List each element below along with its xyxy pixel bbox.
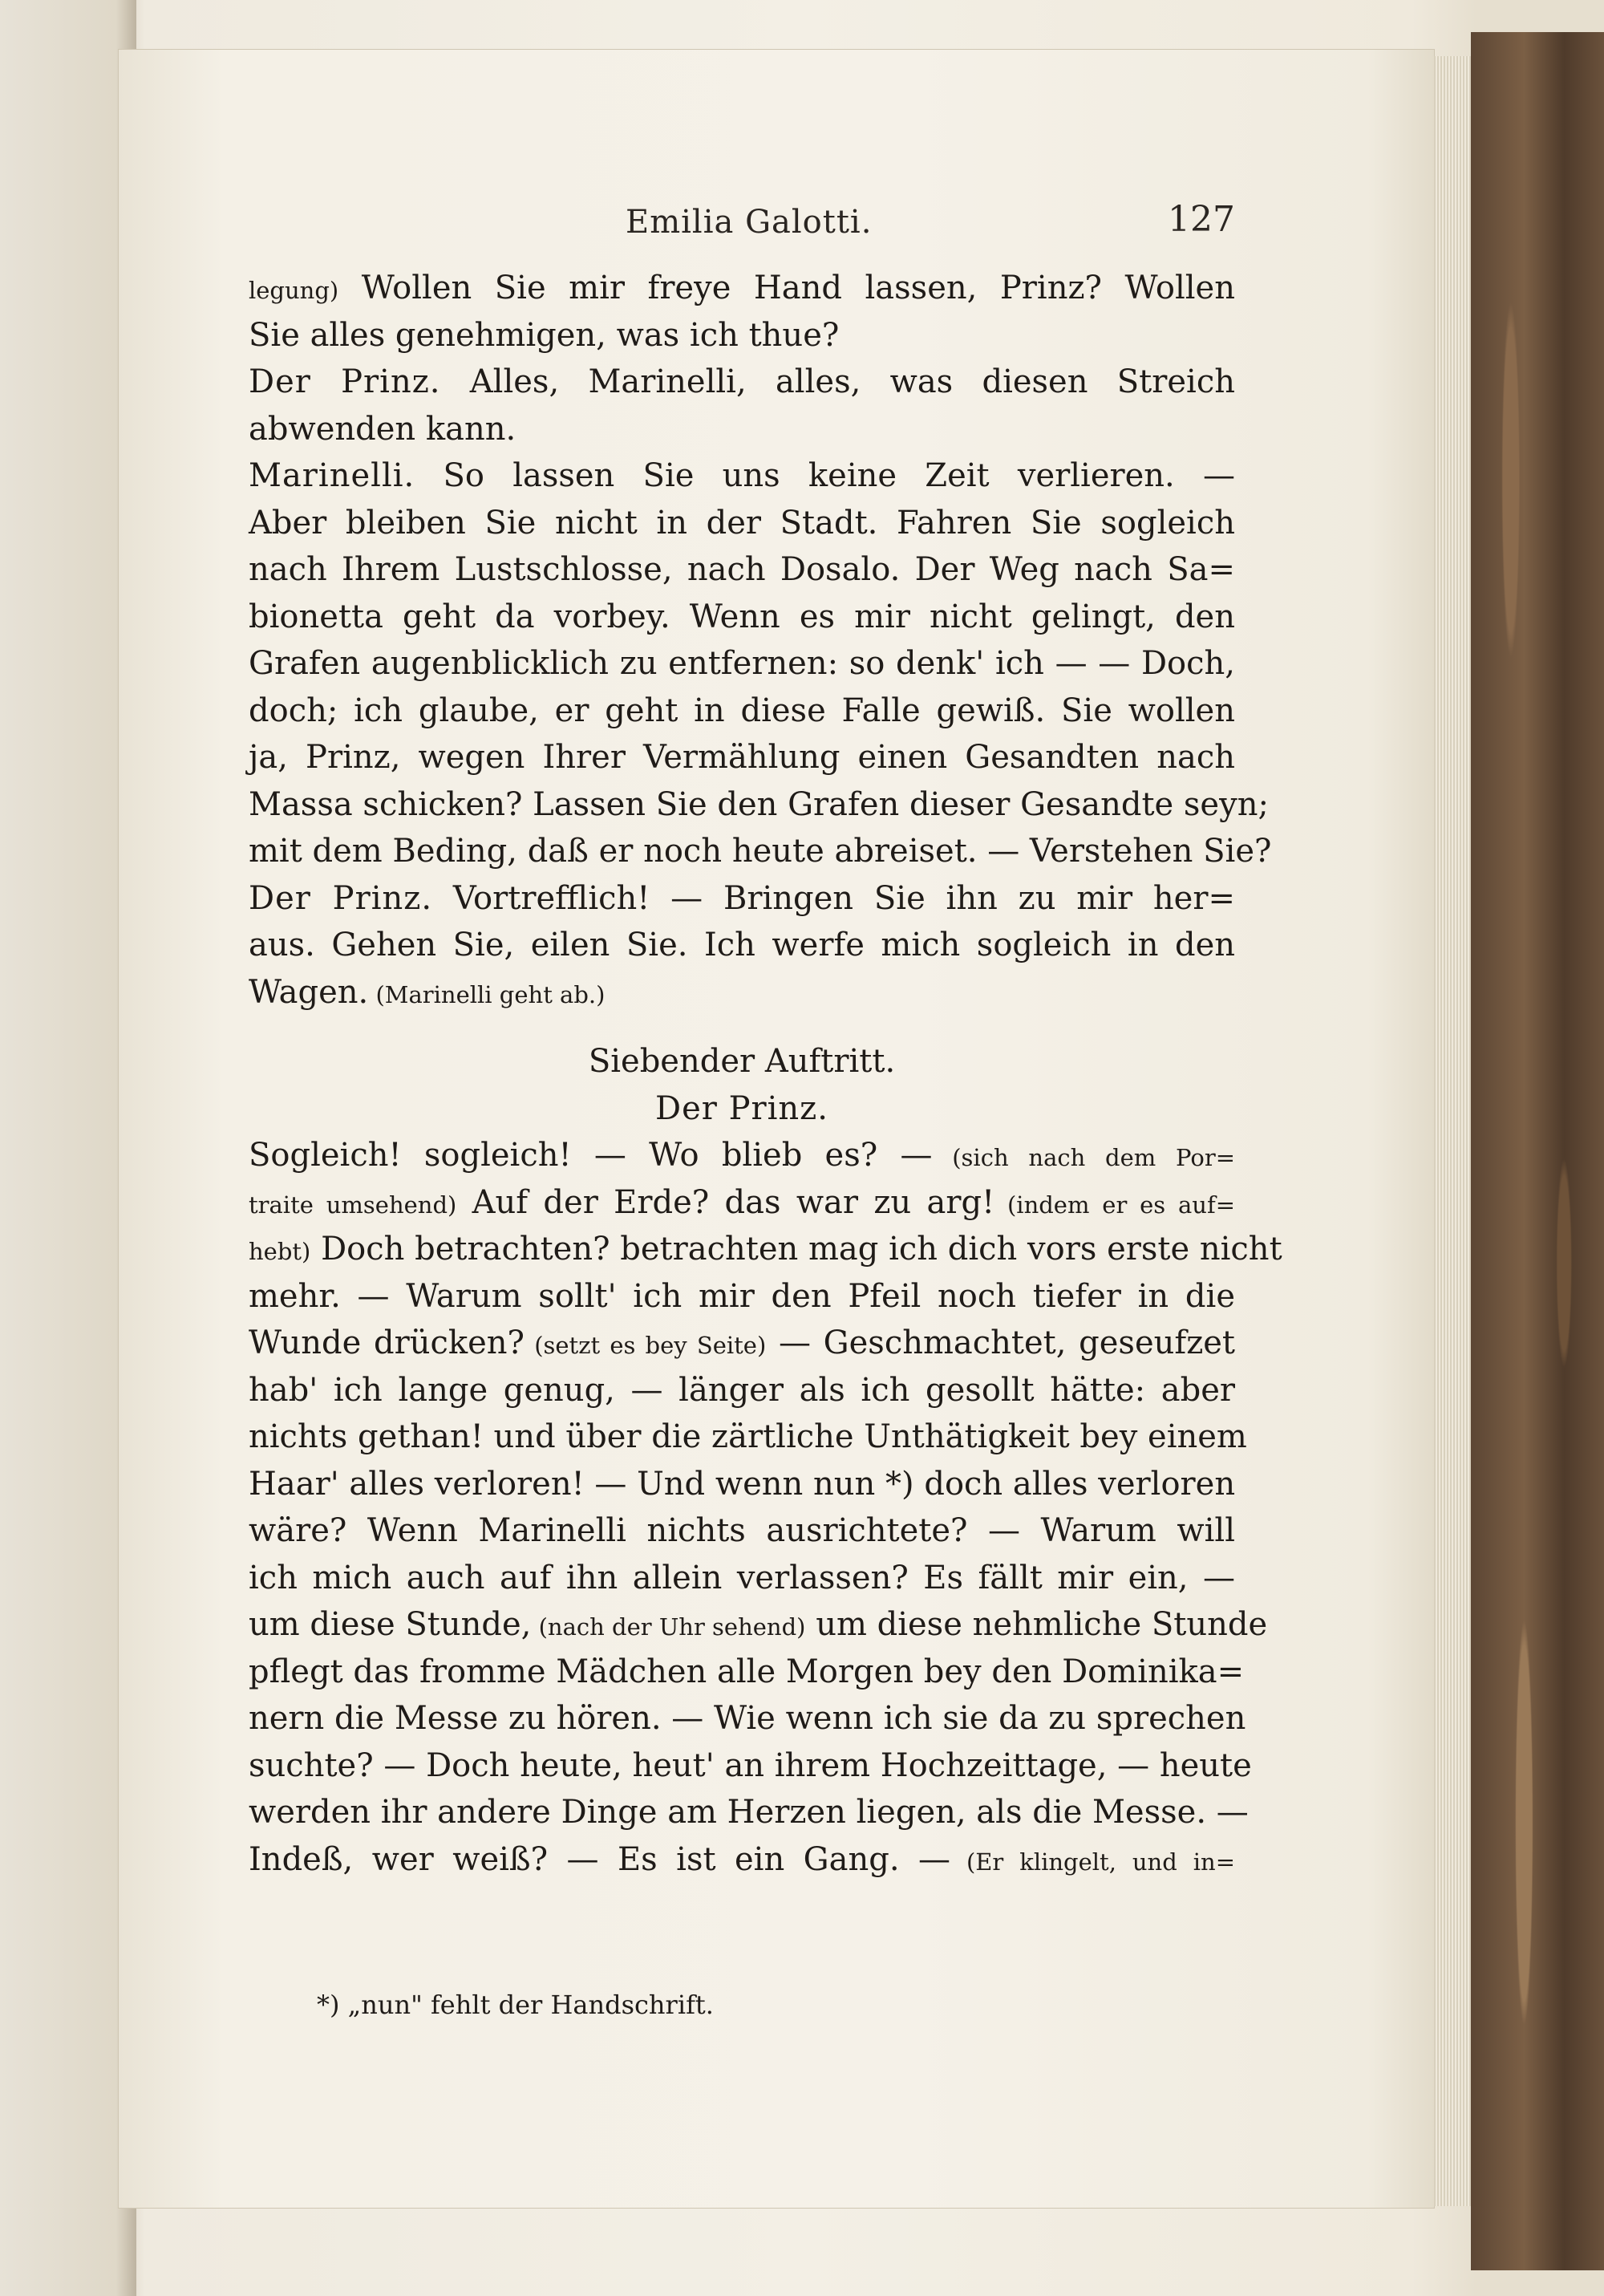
line-text: Sie alles genehmigen, was ich thue? [249, 316, 840, 354]
text-line [249, 640, 1235, 688]
text-line [249, 1742, 1252, 1790]
line-text: Vortrefflich! — Bringen Sie ihn zu mir her= [432, 879, 1235, 917]
line-text: suchte? — Doch heute, heut' an ihrem Hochzeittage, — heute [249, 1746, 1252, 1784]
line-text: Aber bleiben Sie nicht in der Stadt. Fahren Sie sogleich [249, 504, 1235, 542]
page-number: 127 [1168, 199, 1235, 240]
text-line [249, 1179, 1235, 1227]
stage-direction: (nach der Uhr sehend) [531, 1613, 806, 1641]
stage-direction: (Er klingelt, und in= [950, 1848, 1235, 1876]
line-text: doch; ich glaube, er geht in diese Falle gewiß. Sie wollen [249, 692, 1235, 729]
text-line [249, 265, 1235, 312]
running-header [249, 201, 1235, 249]
text-line [249, 406, 1235, 453]
line-text: nach Ihrem Lustschlosse, nach Dosalo. Der Weg nach Sa= [249, 551, 1235, 588]
line-text: — Geschmachtet, geseufzet [766, 1324, 1236, 1361]
line-text: um diese nehmliche Stunde [805, 1606, 1268, 1643]
line-text: So lassen Sie uns keine Zeit verlieren. — [415, 457, 1235, 494]
line-text: ja, Prinz, wegen Ihrer Vermählung einen Gesandten nach [249, 739, 1235, 776]
page-edges [1434, 56, 1471, 2206]
line-text: bionetta geht da vorbey. Wenn es mir nicht gelingt, den [249, 598, 1235, 635]
running-title: Emilia Galotti. [626, 204, 873, 241]
text-line [249, 500, 1235, 547]
text-line [249, 1132, 1235, 1179]
line-text: Indeß, wer weiß? — Es ist ein Gang. — [249, 1840, 950, 1878]
footnote: *) „nun" fehlt der Handschrift. [317, 1990, 714, 2020]
line-text: Massa schicken? Lassen Sie den Grafen dieser Gesandte seyn; [249, 785, 1269, 823]
text-line [249, 828, 1272, 875]
text-line [249, 1789, 1249, 1836]
line-text: Wollen Sie mir freye Hand lassen, Prinz? Wollen [338, 270, 1235, 306]
scene-speaker: Der Prinz. [655, 1089, 828, 1127]
line-text: Auf der Erde? das war zu arg! [456, 1183, 995, 1221]
line-text: werden ihr andere Dinge am Herzen liegen, als die Messe. — [249, 1794, 1249, 1831]
speaker-name: Marinelli. [249, 457, 415, 494]
speaker-name: Der Prinz. [249, 363, 441, 400]
scene-heading: Siebender Auftritt. [588, 1043, 896, 1080]
text-line [249, 1461, 1235, 1508]
line-text: nichts gethan! und über die zärtliche Unthätigkeit bey einem [249, 1418, 1247, 1455]
stage-direction: (indem er es auf= [994, 1191, 1236, 1219]
text-line [249, 546, 1235, 594]
line-text: pflegt das fromme Mädchen alle Morgen bey den Dominika= [249, 1653, 1245, 1690]
text-line [249, 1226, 1282, 1273]
line-text: ich mich auch auf ihn allein verlassen? Es fällt mir ein, — [249, 1559, 1235, 1596]
stage-direction: (setzt es bey Seite) [525, 1332, 767, 1359]
line-text: Wagen. [249, 973, 369, 1011]
text-line [249, 1320, 1235, 1367]
text-line [249, 1367, 1235, 1414]
left-page-margin [0, 0, 136, 2296]
text-line [249, 875, 1235, 923]
text-line [249, 1601, 1268, 1649]
stage-direction: (sich nach dem Por= [932, 1144, 1235, 1171]
line-text: aus. Gehen Sie, eilen Sie. Ich werfe mich sogleich in den [249, 927, 1235, 963]
text-line [249, 1414, 1247, 1461]
text-line [249, 312, 1235, 359]
line-text: wäre? Wenn Marinelli nichts ausrichtete? — Warum will [249, 1512, 1235, 1549]
line-text: Doch betrachten? betrachten mag ich dich vors erste nicht [310, 1231, 1282, 1268]
body-text [249, 265, 1282, 1883]
line-text: mehr. — Warum sollt' ich mir den Pfeil noch tiefer in die [249, 1277, 1235, 1315]
text-line [249, 1695, 1246, 1742]
text-line [249, 1836, 1235, 1884]
stage-direction: legung) [249, 277, 339, 304]
line-text: Grafen augenblicklich zu entfernen: so denk' ich — — Doch, [249, 645, 1235, 682]
text-line [249, 452, 1235, 500]
stage-direction: hebt) [249, 1238, 311, 1265]
text-line [249, 594, 1235, 641]
text-line [249, 922, 1235, 969]
text-line [249, 1507, 1235, 1555]
text-line [249, 969, 1235, 1016]
text-line [249, 781, 1269, 829]
line-text: Alles, Marinelli, alles, was diesen Streich [440, 363, 1235, 400]
text-line [249, 734, 1235, 781]
line-text: Haar' alles verloren! — Und wenn nun *) doch alles verloren [249, 1465, 1236, 1503]
line-text: Wunde drücken? [249, 1324, 525, 1361]
stage-direction: (Marinelli geht ab.) [368, 980, 606, 1008]
line-text: mit dem Beding, daß er noch heute abreiset. — Verstehen Sie? [249, 833, 1272, 870]
line-text: Sogleich! sogleich! — Wo blieb es? — [249, 1137, 933, 1174]
line-text: hab' ich lange genug, — länger als ich gesollt hätte: aber [249, 1371, 1235, 1409]
text-line [249, 688, 1235, 735]
text-line [249, 1273, 1235, 1320]
line-text: nern die Messe zu hören. — Wie wenn ich sie da zu sprechen [249, 1700, 1246, 1737]
line-text: abwenden kann. [249, 410, 516, 448]
text-line [249, 359, 1235, 406]
marbled-cover [1471, 32, 1604, 2270]
line-text: um diese Stunde, [249, 1606, 532, 1643]
stage-direction: traite umsehend) [249, 1191, 457, 1219]
text-line [249, 1555, 1235, 1602]
text-line [249, 1649, 1245, 1696]
speaker-name: Der Prinz. [249, 879, 433, 917]
